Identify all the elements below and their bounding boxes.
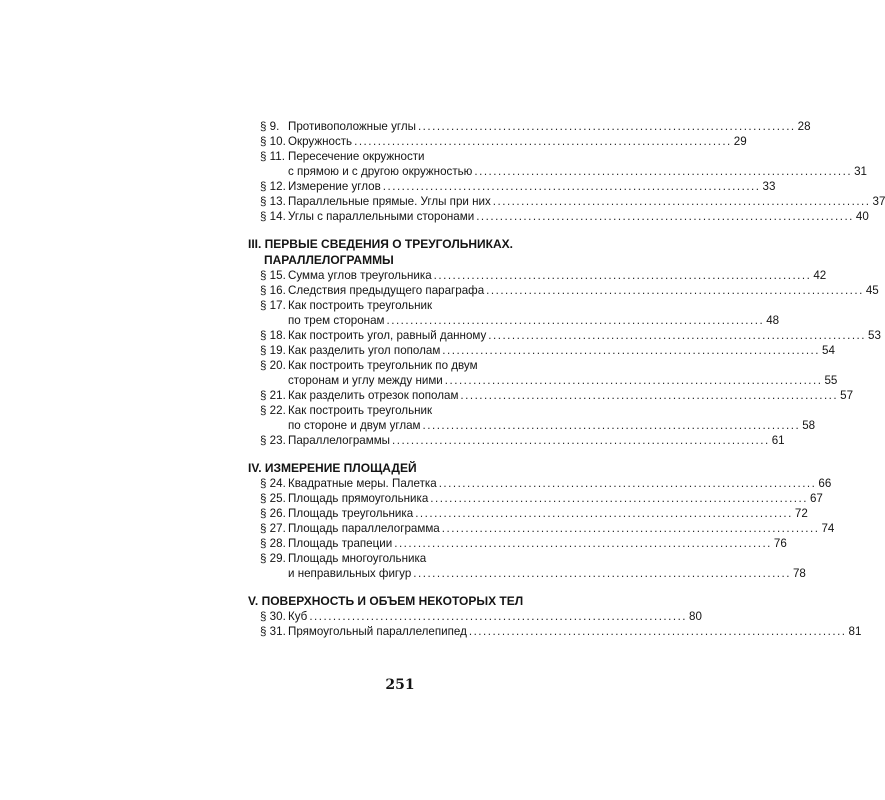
dot-leader: ................................................................................ (442, 344, 820, 357)
section-number: § 10. (260, 135, 286, 148)
entry-title-line: Как построить треугольник (288, 404, 433, 417)
page-ref: 74 (821, 522, 835, 535)
entry-title: Углы с параллельными сторонами (288, 210, 475, 223)
page-ref: 72 (794, 507, 808, 520)
dot-leader: ................................................................................ (430, 492, 808, 505)
section-number: § 21. (260, 389, 286, 402)
page-ref: 48 (766, 314, 780, 327)
dot-leader: ................................................................................ (415, 507, 793, 520)
section-number: § 30. (260, 610, 286, 623)
spacer (240, 224, 570, 236)
entry-title: Прямоугольный параллелепипед (288, 625, 467, 638)
toc-entry-19[interactable] (240, 343, 835, 358)
page-ref: 80 (689, 610, 702, 623)
page-ref: 58 (802, 419, 816, 432)
dot-leader: ................................................................................ (488, 329, 866, 342)
page-ref: 42 (813, 269, 827, 282)
entry-title: Параллелограммы (288, 434, 391, 447)
chapter-heading-5[interactable] (248, 593, 570, 609)
toc-entry-24[interactable] (240, 476, 832, 491)
toc-entry-17[interactable] (240, 298, 780, 328)
entry-title: Измерение углов (288, 180, 381, 193)
section-number: § 9. (260, 120, 280, 133)
chapter-heading-3[interactable] (248, 236, 570, 268)
page-ref: 54 (822, 344, 835, 357)
entry-title: Площадь трапеции (288, 537, 393, 550)
page-ref: 53 (868, 329, 881, 342)
entry-title: Площадь треугольника (288, 507, 414, 520)
dot-leader: ................................................................................ (492, 195, 871, 208)
entry-title: Сумма углов треугольника (288, 269, 432, 282)
section-number: § 20. (260, 359, 286, 372)
entry-title-line: Как построить треугольник по двум (288, 359, 478, 372)
dot-leader: ................................................................................ (417, 120, 796, 133)
dot-leader: ................................................................................ (392, 434, 770, 447)
section-number: § 25. (260, 492, 286, 505)
toc-entry-14[interactable] (240, 209, 869, 224)
section-number: § 24. (260, 477, 286, 490)
entry-title: Противоположные углы (288, 120, 416, 133)
entry-title: по трем сторонам (288, 314, 385, 327)
page-ref: 66 (818, 477, 832, 490)
section-number: § 17. (260, 299, 286, 312)
entry-title: Следствия предыдущего параграфа (288, 284, 485, 297)
toc-entry-18[interactable] (240, 328, 881, 343)
entry-title-line: Как построить треугольник (288, 299, 433, 312)
chapter-title: III. ПЕРВЫЕ СВЕДЕНИЯ О ТРЕУГОЛЬНИКАХ. (248, 237, 514, 251)
dot-leader: ................................................................................ (433, 269, 812, 282)
entry-title-line: Площадь многоугольника (288, 552, 427, 565)
toc-entry-22[interactable] (240, 403, 816, 433)
toc-entry-16[interactable] (240, 283, 879, 298)
toc-entry-10[interactable] (240, 134, 747, 149)
dot-leader: ................................................................................ (474, 165, 853, 178)
entry-title: Площадь прямоугольника (288, 492, 429, 505)
page-ref: 29 (733, 135, 747, 148)
dot-leader: ................................................................................ (394, 537, 772, 550)
entry-title: Как разделить отрезок пополам (288, 389, 459, 402)
entry-title: Площадь параллелограмма (288, 522, 440, 535)
chapter-subtitle: ПАРАЛЛЕЛОГРАММЫ (264, 253, 394, 267)
dot-leader: ................................................................................ (413, 567, 791, 580)
section-number: § 28. (260, 537, 286, 550)
table-of-contents (240, 119, 885, 639)
page-ref: 31 (854, 165, 867, 178)
dot-leader: ................................................................................ (354, 135, 732, 148)
entry-title: с прямою и с другою окружностью (288, 165, 473, 178)
page-ref: 78 (792, 567, 806, 580)
entry-title: Куб (288, 610, 308, 623)
entry-title: Как разделить угол пополам (288, 344, 441, 357)
section-number: § 15. (260, 269, 286, 282)
entry-title: Как построить угол, равный данному (288, 329, 487, 342)
section-number: § 31. (260, 625, 286, 638)
page-number: 251 (385, 677, 415, 693)
toc-entry-29[interactable] (240, 551, 806, 581)
toc-entry-11[interactable] (240, 149, 867, 179)
section-number: § 27. (260, 522, 286, 535)
section-number: § 18. (260, 329, 286, 342)
spacer (240, 448, 570, 460)
toc-entry-23[interactable] (240, 433, 785, 448)
toc-entry-20[interactable] (240, 358, 838, 388)
page-ref: 28 (797, 120, 811, 133)
page-ref: 57 (840, 389, 854, 402)
section-number: § 23. (260, 434, 286, 447)
page-ref: 45 (865, 284, 879, 297)
dot-leader: ................................................................................ (386, 314, 765, 327)
entry-title-line: Пересечение окружности (288, 150, 425, 163)
entry-title: по стороне и двум углам (288, 419, 421, 432)
dot-leader: ................................................................................ (438, 477, 817, 490)
section-number: § 11. (260, 150, 285, 163)
chapter-title: V. ПОВЕРХНОСТЬ И ОБЪЕМ НЕКОТОРЫХ ТЕЛ (248, 594, 524, 608)
toc-entry-12[interactable] (240, 179, 776, 194)
toc-entry-26[interactable] (240, 506, 808, 521)
entry-title: Параллельные прямые. Углы при них (288, 195, 491, 208)
dot-leader: ................................................................................ (382, 180, 761, 193)
spacer (240, 581, 570, 593)
toc-entry-31[interactable] (240, 624, 862, 639)
toc-entry-13[interactable] (240, 194, 885, 209)
chapter-title: IV. ИЗМЕРЕНИЕ ПЛОЩАДЕЙ (248, 461, 417, 475)
entry-title: сторонам и углу между ними (288, 374, 443, 387)
section-number: § 29. (260, 552, 286, 565)
page-ref: 67 (809, 492, 823, 505)
dot-leader: ................................................................................ (422, 419, 801, 432)
toc-entry-30[interactable] (240, 609, 702, 624)
entry-title: Окружность (288, 135, 353, 148)
section-number: § 13. (260, 195, 286, 208)
dot-leader: ................................................................................ (460, 389, 839, 402)
dot-leader: ................................................................................ (476, 210, 854, 223)
page-ref: 76 (773, 537, 787, 550)
section-number: § 16. (260, 284, 286, 297)
toc-entry-28[interactable] (240, 536, 787, 551)
toc-entry-21[interactable] (240, 388, 854, 403)
toc-entry-9[interactable] (240, 119, 811, 134)
entry-title: и неправильных фигур (288, 567, 412, 580)
dot-leader: ................................................................................ (441, 522, 820, 535)
dot-leader: ................................................................................ (444, 374, 823, 387)
page-ref: 37 (872, 195, 885, 208)
entry-title: Квадратные меры. Палетка (288, 477, 437, 490)
page-ref: 55 (824, 374, 838, 387)
section-number: § 12. (260, 180, 286, 193)
page-ref: 33 (762, 180, 776, 193)
page-ref: 61 (771, 434, 785, 447)
section-number: § 14. (260, 210, 286, 223)
page-ref: 40 (855, 210, 869, 223)
section-number: § 19. (260, 344, 286, 357)
dot-leader: ................................................................................ (468, 625, 847, 638)
section-number: § 26. (260, 507, 286, 520)
dot-leader: ................................................................................ (309, 610, 688, 623)
chapter-heading-4[interactable] (248, 460, 570, 476)
page-ref: 81 (848, 625, 862, 638)
section-number: § 22. (260, 404, 286, 417)
dot-leader: ................................................................................ (486, 284, 864, 297)
toc-entry-15[interactable] (240, 268, 827, 283)
toc-entry-25[interactable] (240, 491, 823, 506)
toc-entry-27[interactable] (240, 521, 835, 536)
